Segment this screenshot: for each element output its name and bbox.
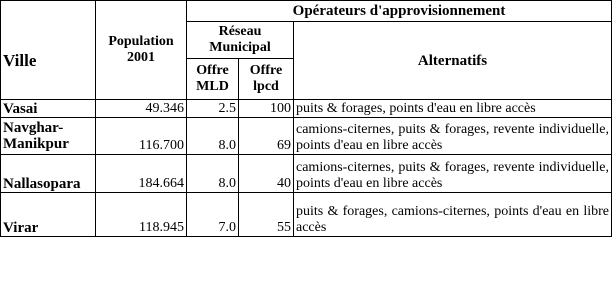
cell-offre-lpcd: 69 bbox=[239, 118, 294, 155]
cell-offre-mld: 8.0 bbox=[187, 155, 239, 193]
cell-population: 118.945 bbox=[96, 193, 187, 237]
cell-offre-lpcd: 40 bbox=[239, 155, 294, 193]
header-operateurs: Opérateurs d'approvisionnement bbox=[187, 1, 612, 22]
cell-ville: Virar bbox=[1, 193, 96, 237]
table-row bbox=[1, 193, 612, 237]
cell-population: 49.346 bbox=[96, 100, 187, 118]
cell-offre-lpcd: 100 bbox=[239, 100, 294, 118]
cell-ville: Vasai bbox=[1, 100, 96, 118]
header-population: Population 2001 bbox=[96, 1, 187, 100]
cell-alternatifs: puits & forages, camions-citernes, points d'eau en libre accès bbox=[294, 193, 612, 237]
table-row bbox=[1, 100, 612, 118]
header-ville: Ville bbox=[1, 1, 96, 100]
cell-alternatifs: camions-citernes, puits & forages, revente individuelle, points d'eau en libre accès bbox=[294, 155, 612, 193]
cell-ville: Navghar-Manikpur bbox=[1, 118, 96, 155]
table-row bbox=[1, 155, 612, 193]
header-reseau-municipal: Réseau Municipal bbox=[187, 22, 294, 59]
cell-offre-mld: 2.5 bbox=[187, 100, 239, 118]
cell-offre-mld: 8.0 bbox=[187, 118, 239, 155]
cell-offre-lpcd: 55 bbox=[239, 193, 294, 237]
header-offre-mld: Offre MLD bbox=[187, 59, 239, 100]
cell-ville: Nallasopara bbox=[1, 155, 96, 193]
cell-offre-mld: 7.0 bbox=[187, 193, 239, 237]
header-alternatifs: Alternatifs bbox=[294, 22, 612, 100]
header-offre-lpcd: Offre lpcd bbox=[239, 59, 294, 100]
cell-alternatifs: puits & forages, points d'eau en libre accès bbox=[294, 100, 612, 118]
cell-population: 116.700 bbox=[96, 118, 187, 155]
cell-alternatifs: camions-citernes, puits & forages, revente individuelle, points d'eau en libre accès bbox=[294, 118, 612, 155]
cell-population: 184.664 bbox=[96, 155, 187, 193]
table-row bbox=[1, 118, 612, 155]
